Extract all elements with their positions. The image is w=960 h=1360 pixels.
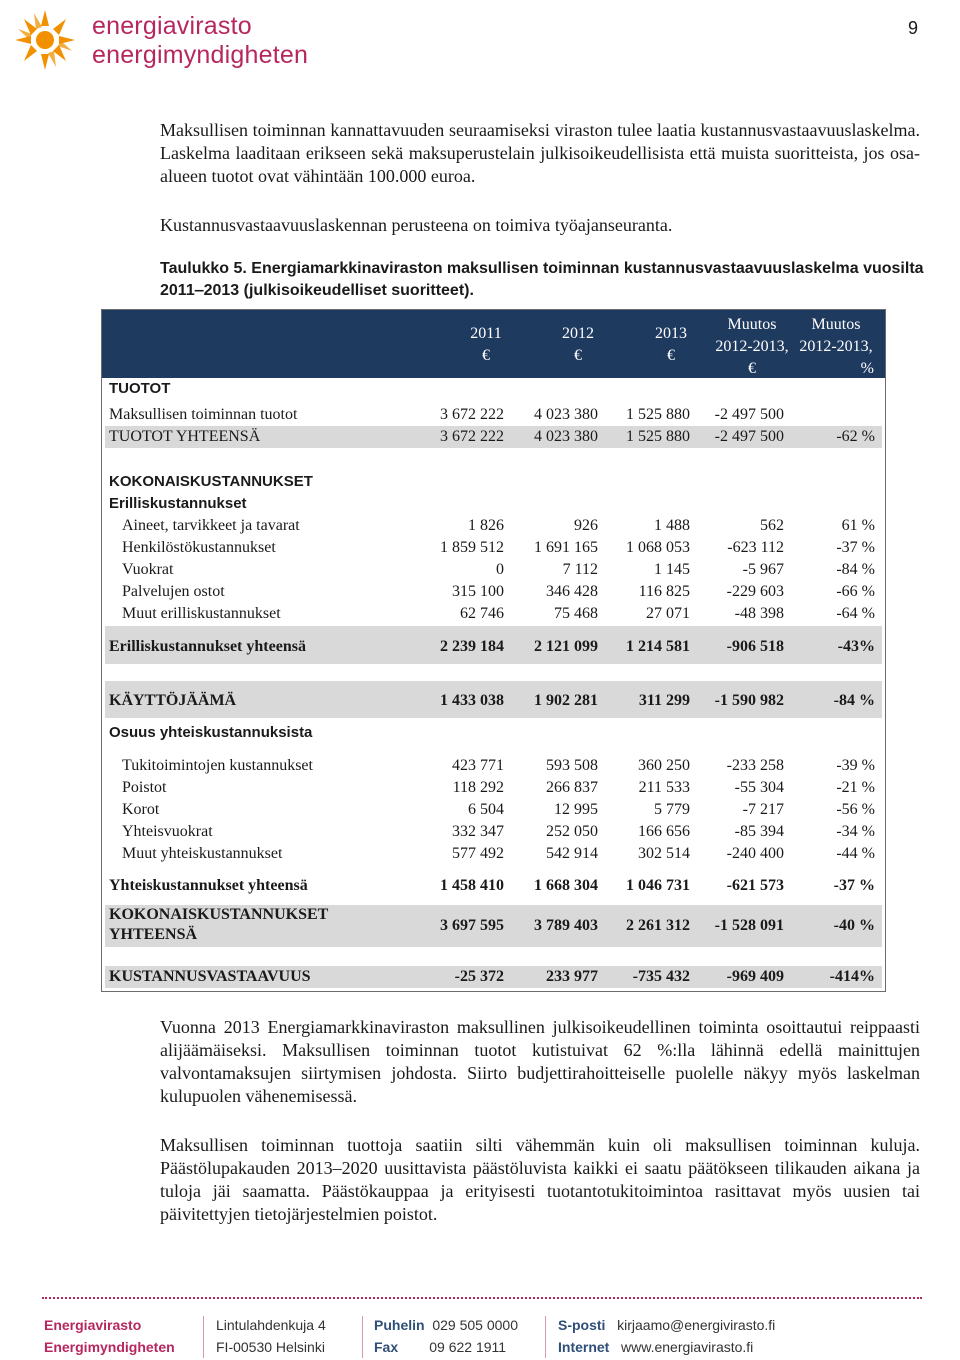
intro-paragraph-1: Maksullisen toiminnan kannattavuuden seuraamiseksi viraston tulee laatia kustannusvastaavuuslaskelma. Laskelma laaditaan erikseen sekä maksuperustelain julkisoikeudellisista että muista suoritteista, jos osa-alueen tuotot ovat vähintään 100.000 euroa. — [160, 120, 920, 186]
table-caption: Taulukko 5. Energiamarkkinaviraston maksullisen toiminnan kustannusvastaavuuslaskelma vuosilta 2011‒2013 (julkisoikeudelliset suoritteet). — [160, 260, 924, 299]
footer-phone: Puhelin 029 505 0000 Fax 09 622 1911 — [374, 1317, 518, 1355]
footer-brand: Energiavirasto Energimyndigheten — [44, 1317, 175, 1355]
section-heading: KOKONAISKUSTANNUKSET — [109, 473, 313, 490]
footer-separator — [545, 1316, 546, 1358]
table-row: Palvelujen ostot 315 100 346 428 116 825 -229 603 -66 % — [122, 583, 875, 600]
section-heading: Erilliskustannukset — [109, 495, 247, 512]
section-heading: Osuus yhteiskustannuksista — [109, 724, 313, 741]
header-change-eur: Muutos 2012-2013, € — [715, 316, 789, 377]
footer-contact: S-posti kirjaamo@energivirasto.fi Internet www.energiavirasto.fi — [558, 1317, 776, 1355]
header-2011: 2011 € — [470, 325, 502, 364]
table-row: Vuokrat 0 7 112 1 145 -5 967 -84 % — [122, 561, 875, 578]
footer-divider — [42, 1297, 922, 1299]
website-link[interactable]: www.energiavirasto.fi — [621, 1339, 754, 1355]
footer-separator — [362, 1316, 363, 1358]
table-row: Maksullisen toiminnan tuotot 3 672 222 4 023 380 1 525 880 -2 497 500 — [109, 406, 784, 423]
logo-text — [92, 12, 308, 70]
header-change-pct: Muutos 2012-2013, % — [799, 316, 874, 377]
table-row: Muut erilliskustannukset 62 746 75 468 27 071 -48 398 -64 % — [122, 605, 875, 622]
outro-paragraph-1: Vuonna 2013 Energiamarkkinaviraston maksullinen julkisoikeudellinen toiminta osoittautui reippaasti alijäämäiseksi. Maksullisen toiminnan tuotot kutistuivat 62 %:lla lähinnä edellä mainittujen valvontamaksujen siirtymisen johdosta. Siirto budjettirahoitteiselle puolelle näkyy myös laskelman kulupuolen vähenemisessä. — [160, 1017, 920, 1106]
footer-address: Lintulahdenkuja 4 FI-00530 Helsinki — [216, 1317, 326, 1355]
outro-paragraph-2: Maksullisen toiminnan tuottoja saatiin silti vähemmän kuin oli maksullisen toiminnan kuluja. Päästölupakauden 2013‒2020 uusittavista päästöluvista kaikki ei saatu päätökseen tilikauden aikana ja tuloja jäi saamatta. Päästökauppaa ja erityisesti tuotantotukitoimintoa rasittavat myös uusien tai päivitettyjen tietojärjestelmien poistot. — [160, 1135, 920, 1224]
table-row: Korot 6 504 12 995 5 779 -7 217 -56 % — [122, 801, 875, 818]
table-row: TUOTOT YHTEENSÄ 3 672 222 4 023 380 1 525 880 -2 497 500 -62 % — [109, 428, 875, 445]
header-2012: 2012 € — [562, 325, 594, 364]
table-row: Henkilöstökustannukset 1 859 512 1 691 165 1 068 053 -623 112 -37 % — [122, 539, 875, 556]
subtotal-row: Yhteiskustannukset yhteensä 1 458 410 1 668 304 1 046 731 -621 573 -37 % — [109, 877, 875, 894]
section-heading: TUOTOT — [109, 380, 171, 397]
header-2013: 2013 € — [655, 325, 687, 364]
email-link[interactable]: kirjaamo@energivirasto.fi — [617, 1317, 776, 1333]
table-row: Yhteisvuokrat 332 347 252 050 166 656 -85 394 -34 % — [122, 823, 875, 840]
intro-paragraph-2: Kustannusvastaavuuslaskennan perusteena on toimiva työajanseuranta. — [160, 215, 673, 235]
subtotal-row: KÄYTTÖJÄÄMÄ 1 433 038 1 902 281 311 299 -1 590 982 -84 % — [109, 692, 875, 709]
logo-line-2: energimyndigheten — [92, 41, 309, 69]
total-row: KUSTANNUSVASTAAVUUS -25 372 233 977 -735 432 -969 409 -414% — [109, 968, 875, 985]
table-row: Aineet, tarvikkeet ja tavarat 1 826 926 1 488 562 61 % — [122, 517, 875, 534]
table-header — [102, 310, 885, 378]
total-label: KOKONAISKUSTANNUKSET YHTEENSÄ — [109, 906, 329, 943]
footer-separator — [203, 1316, 204, 1358]
page-number: 9 — [907, 18, 918, 38]
logo — [10, 8, 330, 72]
subtotal-row: Erilliskustannukset yhteensä 2 239 184 2 121 099 1 214 581 -906 518 -43% — [109, 638, 875, 655]
total-row: KOKONAISKUSTANNUKSET YHTEENSÄ 3 697 595 3 789 403 2 261 312 -1 528 091 -40 % — [109, 906, 875, 943]
logo-line-1: energiavirasto — [92, 12, 252, 40]
table-row: Tukitoimintojen kustannukset 423 771 593 508 360 250 -233 258 -39 % — [122, 757, 875, 774]
cost-table — [101, 309, 886, 992]
table-row: Poistot 118 292 266 837 211 533 -55 304 -21 % — [122, 779, 875, 796]
table-row: Muut yhteiskustannukset 577 492 542 914 302 514 -240 400 -44 % — [122, 845, 875, 862]
sunburst-logo-icon — [10, 8, 80, 72]
